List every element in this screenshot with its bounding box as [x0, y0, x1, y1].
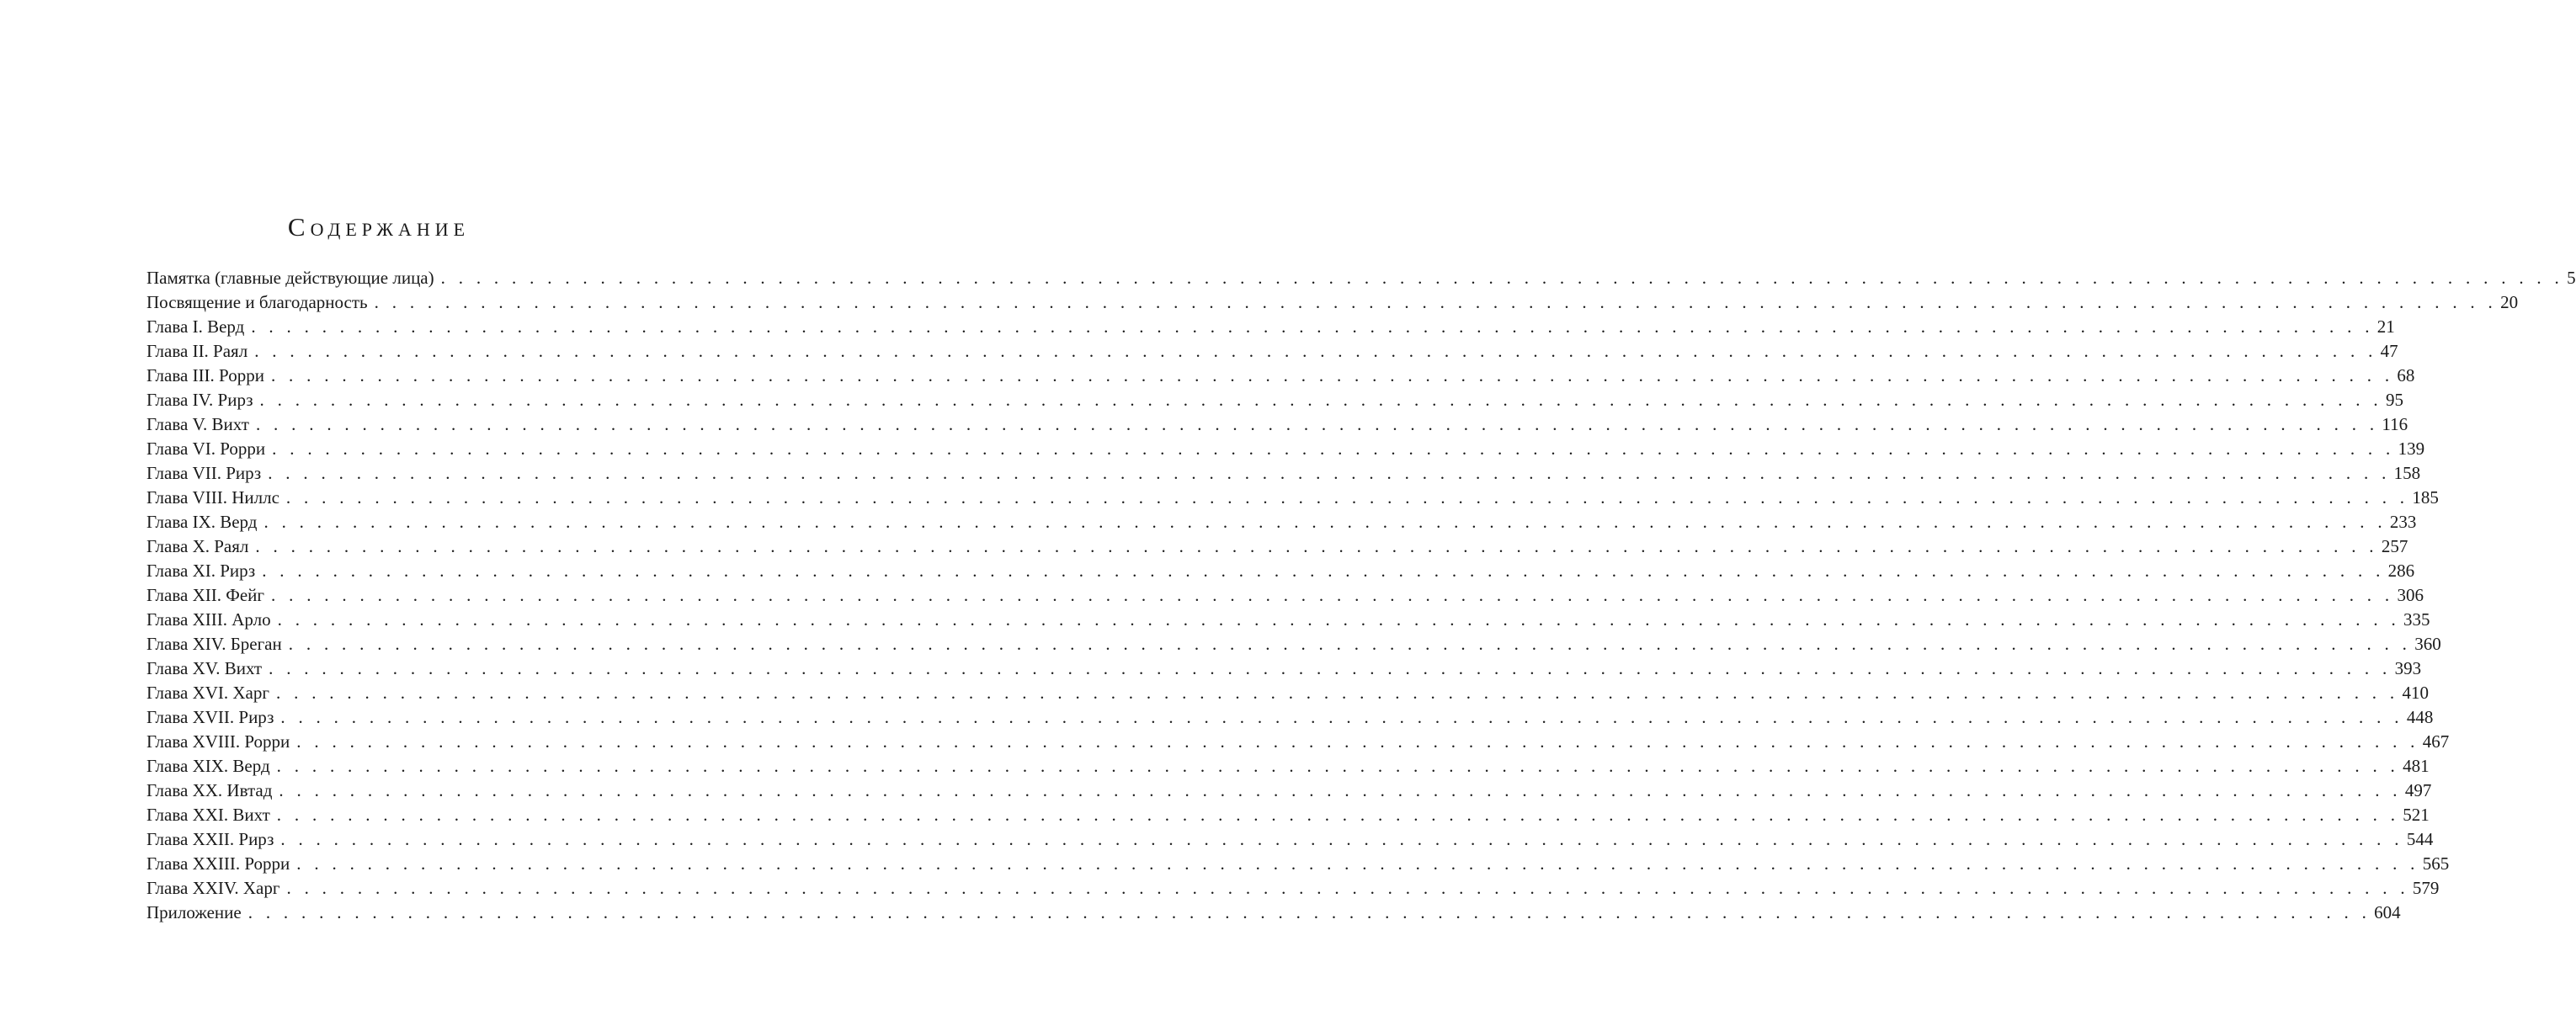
toc-entry-page-number: 286: [2387, 561, 2415, 581]
toc-list: [146, 266, 2576, 925]
toc-entry: [146, 656, 2422, 681]
toc-entry-page-number: 158: [2393, 463, 2421, 483]
dot-leader: . . . . . . . . . . . . . . . . . . . . . . . . . . . . . . . . . . . . . . . . . . . . . . . . . . . . . . . . . . . . . . . . . . . . . . . . . . . . . . . . . . . . . . . . . . . . . . . . . . . . . . . . . . . . . . . . . . . . . . . .: [247, 902, 2371, 922]
toc-entry-label: Приложение: [146, 902, 242, 922]
dot-leader: . . . . . . . . . . . . . . . . . . . . . . . . . . . . . . . . . . . . . . . . . . . . . . . . . . . . . . . . . . . . . . . . . . . . . . . . . . . . . . . . . . . . . . . . . . . . . . . . . . . . . . . . . . . . . . . . . . . . . . . .: [296, 853, 2419, 874]
toc-entry: [146, 681, 2429, 705]
toc-entry: [146, 608, 2430, 632]
toc-entry: [146, 534, 2408, 559]
dot-leader: . . . . . . . . . . . . . . . . . . . . . . . . . . . . . . . . . . . . . . . . . . . . . . . . . . . . . . . . . . . . . . . . . . . . . . . . . . . . . . . . . . . . . . . . . . . . . . . . . . . . . . . . . . . . . . . . . . . . . . . .: [280, 829, 2403, 849]
toc-entry-label: Глава XVIII. Рорри: [146, 731, 290, 752]
toc-entry: [146, 559, 2415, 583]
toc-entry-page-number: 185: [2412, 487, 2439, 508]
toc-title: Содержание: [287, 212, 471, 242]
toc-entry-label: Глава XVI. Харг: [146, 683, 269, 703]
toc-entry: [146, 803, 2430, 827]
toc-entry-page-number: 20: [2500, 292, 2519, 312]
toc-entry-page-number: 116: [2382, 414, 2408, 434]
dot-leader: . . . . . . . . . . . . . . . . . . . . . . . . . . . . . . . . . . . . . . . . . . . . . . . . . . . . . . . . . . . . . . . . . . . . . . . . . . . . . . . . . . . . . . . . . . . . . . . . . . . . . . . . . . . . . . . . . . . . . . . .: [288, 634, 2412, 654]
dot-leader: . . . . . . . . . . . . . . . . . . . . . . . . . . . . . . . . . . . . . . . . . . . . . . . . . . . . . . . . . . . . . . . . . . . . . . . . . . . . . . . . . . . . . . . . . . . . . . . . . . . . . . . . . . . . . . . . . . . . . . . .: [277, 609, 2401, 630]
toc-entry-label: Глава XI. Рирз: [146, 561, 256, 581]
toc-entry-label: Глава I. Верд: [146, 316, 245, 337]
toc-entry-page-number: 393: [2394, 658, 2422, 678]
toc-entry-page-number: 448: [2406, 707, 2434, 727]
toc-entry: [146, 730, 2450, 754]
toc-entry-label: Глава III. Рорри: [146, 365, 264, 385]
toc-entry: [146, 339, 2398, 364]
dot-leader: . . . . . . . . . . . . . . . . . . . . . . . . . . . . . . . . . . . . . . . . . . . . . . . . . . . . . . . . . . . . . . . . . . . . . . . . . . . . . . . . . . . . . . . . . . . . . . . . . . . . . . . . . . . . . . . . . . . . . . . .: [259, 390, 2382, 410]
toc-entry-label: Глава XXIV. Харг: [146, 878, 280, 898]
toc-entry-label: Глава XIX. Верд: [146, 756, 270, 776]
toc-entry: [146, 852, 2450, 876]
toc-entry-page-number: 139: [2398, 439, 2425, 459]
dot-leader: . . . . . . . . . . . . . . . . . . . . . . . . . . . . . . . . . . . . . . . . . . . . . . . . . . . . . . . . . . . . . . . . . . . . . . . . . . . . . . . . . . . . . . . . . . . . . . . . . . . . . . . . . . . . . . . . . . . . . . . .: [280, 707, 2403, 727]
toc-entry-page-number: 233: [2389, 512, 2417, 532]
toc-entry-label: Глава XXII. Рирз: [146, 829, 274, 849]
toc-entry-label: Глава XXIII. Рорри: [146, 853, 290, 874]
dot-leader: . . . . . . . . . . . . . . . . . . . . . . . . . . . . . . . . . . . . . . . . . . . . . . . . . . . . . . . . . . . . . . . . . . . . . . . . . . . . . . . . . . . . . . . . . . . . . . . . . . . . . . . . . . . . . . . . . . . . . . . .: [276, 756, 2400, 776]
toc-entry: [146, 266, 2576, 290]
toc-entry-page-number: 257: [2381, 536, 2408, 556]
toc-entry-page-number: 481: [2403, 756, 2430, 776]
toc-entry-page-number: 497: [2404, 780, 2432, 800]
toc-entry-page-number: 306: [2397, 585, 2424, 605]
toc-entry: [146, 876, 2440, 901]
toc-entry: [146, 827, 2434, 852]
dot-leader: . . . . . . . . . . . . . . . . . . . . . . . . . . . . . . . . . . . . . . . . . . . . . . . . . . . . . . . . . . . . . . . . . . . . . . . . . . . . . . . . . . . . . . . . . . . . . . . . . . . . . . . . . . . . . . . . . . . . . . . .: [269, 658, 2392, 678]
dot-leader: . . . . . . . . . . . . . . . . . . . . . . . . . . . . . . . . . . . . . . . . . . . . . . . . . . . . . . . . . . . . . . . . . . . . . . . . . . . . . . . . . . . . . . . . . . . . . . . . . . . . . . . . . . . . . . . . . . . . . . . .: [285, 487, 2409, 508]
toc-entry-label: Глава VII. Рирз: [146, 463, 262, 483]
dot-leader: . . . . . . . . . . . . . . . . . . . . . . . . . . . . . . . . . . . . . . . . . . . . . . . . . . . . . . . . . . . . . . . . . . . . . . . . . . . . . . . . . . . . . . . . . . . . . . . . . . . . . . . . . . . . . . . . . . . . . . . .: [270, 365, 2394, 385]
toc-entry-page-number: 579: [2412, 878, 2440, 898]
dot-leader: . . . . . . . . . . . . . . . . . . . . . . . . . . . . . . . . . . . . . . . . . . . . . . . . . . . . . . . . . . . . . . . . . . . . . . . . . . . . . . . . . . . . . . . . . . . . . . . . . . . . . . . . . . . . . . . . . . . . . . . .: [374, 292, 2498, 312]
dot-leader: . . . . . . . . . . . . . . . . . . . . . . . . . . . . . . . . . . . . . . . . . . . . . . . . . . . . . . . . . . . . . . . . . . . . . . . . . . . . . . . . . . . . . . . . . . . . . . . . . . . . . . . . . . . . . . . . . . . . . . . .: [255, 536, 2378, 556]
toc-entry-label: Глава XX. Ивтад: [146, 780, 273, 800]
dot-leader: . . . . . . . . . . . . . . . . . . . . . . . . . . . . . . . . . . . . . . . . . . . . . . . . . . . . . . . . . . . . . . . . . . . . . . . . . . . . . . . . . . . . . . . . . . . . . . . . . . . . . . . . . . . . . . . . . . . . . . . .: [255, 414, 2379, 434]
toc-entry-label: Посвящение и благодарность: [146, 292, 368, 312]
toc-entry-page-number: 544: [2406, 829, 2434, 849]
toc-entry-page-number: 5: [2567, 268, 2576, 288]
dot-leader: . . . . . . . . . . . . . . . . . . . . . . . . . . . . . . . . . . . . . . . . . . . . . . . . . . . . . . . . . . . . . . . . . . . . . . . . . . . . . . . . . . . . . . . . . . . . . . . . . . . . . . . . . . . . . . . . . . . . . . . .: [262, 561, 2385, 581]
dot-leader: . . . . . . . . . . . . . . . . . . . . . . . . . . . . . . . . . . . . . . . . . . . . . . . . . . . . . . . . . . . . . . . . . . . . . . . . . . . . . . . . . . . . . . . . . . . . . . . . . . . . . . . . . . . . . . . . . . . . . . . .: [296, 731, 2419, 752]
toc-entry-label: Глава IV. Рирз: [146, 390, 253, 410]
toc-entry: [146, 632, 2441, 656]
toc-entry: [146, 364, 2415, 388]
toc-entry: [146, 510, 2417, 534]
toc-entry-page-number: 410: [2402, 683, 2429, 703]
dot-leader: . . . . . . . . . . . . . . . . . . . . . . . . . . . . . . . . . . . . . . . . . . . . . . . . . . . . . . . . . . . . . . . . . . . . . . . . . . . . . . . . . . . . . . . . . . . . . . . . . . . . . . . . . . . . . . . . . . . . . . . .: [263, 512, 2387, 532]
toc-entry: [146, 412, 2408, 437]
toc-entry: [146, 290, 2519, 315]
toc-entry-label: Глава XVII. Рирз: [146, 707, 274, 727]
dot-leader: . . . . . . . . . . . . . . . . . . . . . . . . . . . . . . . . . . . . . . . . . . . . . . . . . . . . . . . . . . . . . . . . . . . . . . . . . . . . . . . . . . . . . . . . . . . . . . . . . . . . . . . . . . . . . . . . . . . . . . . .: [254, 341, 2377, 361]
toc-entry: [146, 315, 2395, 339]
dot-leader: . . . . . . . . . . . . . . . . . . . . . . . . . . . . . . . . . . . . . . . . . . . . . . . . . . . . . . . . . . . . . . . . . . . . . . . . . . . . . . . . . . . . . . . . . . . . . . . . . . . . . . . . . . . . . . . . . . . . . . . .: [440, 268, 2564, 288]
dot-leader: . . . . . . . . . . . . . . . . . . . . . . . . . . . . . . . . . . . . . . . . . . . . . . . . . . . . . . . . . . . . . . . . . . . . . . . . . . . . . . . . . . . . . . . . . . . . . . . . . . . . . . . . . . . . . . . . . . . . . . . .: [279, 780, 2402, 800]
toc-entry-page-number: 21: [2376, 316, 2395, 337]
dot-leader: . . . . . . . . . . . . . . . . . . . . . . . . . . . . . . . . . . . . . . . . . . . . . . . . . . . . . . . . . . . . . . . . . . . . . . . . . . . . . . . . . . . . . . . . . . . . . . . . . . . . . . . . . . . . . . . . . . . . . . . .: [271, 585, 2394, 605]
toc-entry-label: Глава VIII. Ниллс: [146, 487, 279, 508]
toc-entry: [146, 437, 2425, 461]
dot-leader: . . . . . . . . . . . . . . . . . . . . . . . . . . . . . . . . . . . . . . . . . . . . . . . . . . . . . . . . . . . . . . . . . . . . . . . . . . . . . . . . . . . . . . . . . . . . . . . . . . . . . . . . . . . . . . . . . . . . . . . .: [276, 805, 2400, 825]
toc-entry-page-number: 604: [2374, 902, 2401, 922]
toc-entry-label: Глава V. Вихт: [146, 414, 249, 434]
toc-entry-page-number: 68: [2397, 365, 2415, 385]
toc-entry: [146, 583, 2424, 608]
toc-entry-label: Памятка (главные действующие лица): [146, 268, 434, 288]
toc-entry-label: Глава XIII. Арло: [146, 609, 271, 630]
toc-entry-label: Глава XV. Вихт: [146, 658, 263, 678]
toc-entry-page-number: 95: [2385, 390, 2403, 410]
toc-entry-page-number: 467: [2422, 731, 2450, 752]
dot-leader: . . . . . . . . . . . . . . . . . . . . . . . . . . . . . . . . . . . . . . . . . . . . . . . . . . . . . . . . . . . . . . . . . . . . . . . . . . . . . . . . . . . . . . . . . . . . . . . . . . . . . . . . . . . . . . . . . . . . . . . .: [251, 316, 2374, 337]
toc-entry-page-number: 565: [2422, 853, 2450, 874]
toc-entry-page-number: 335: [2403, 609, 2430, 630]
toc-entry-label: Глава IX. Верд: [146, 512, 258, 532]
dot-leader: . . . . . . . . . . . . . . . . . . . . . . . . . . . . . . . . . . . . . . . . . . . . . . . . . . . . . . . . . . . . . . . . . . . . . . . . . . . . . . . . . . . . . . . . . . . . . . . . . . . . . . . . . . . . . . . . . . . . . . . .: [276, 683, 2399, 703]
dot-leader: . . . . . . . . . . . . . . . . . . . . . . . . . . . . . . . . . . . . . . . . . . . . . . . . . . . . . . . . . . . . . . . . . . . . . . . . . . . . . . . . . . . . . . . . . . . . . . . . . . . . . . . . . . . . . . . . . . . . . . . .: [268, 463, 2391, 483]
toc-entry: [146, 388, 2403, 412]
toc-entry-label: Глава XII. Фейг: [146, 585, 264, 605]
toc-entry-page-number: 360: [2414, 634, 2441, 654]
toc-entry-label: Глава VI. Рорри: [146, 439, 266, 459]
toc-entry: [146, 754, 2430, 779]
dot-leader: . . . . . . . . . . . . . . . . . . . . . . . . . . . . . . . . . . . . . . . . . . . . . . . . . . . . . . . . . . . . . . . . . . . . . . . . . . . . . . . . . . . . . . . . . . . . . . . . . . . . . . . . . . . . . . . . . . . . . . . .: [286, 878, 2409, 898]
toc-entry-page-number: 47: [2380, 341, 2398, 361]
toc-entry-label: Глава X. Раял: [146, 536, 249, 556]
toc-entry: [146, 901, 2401, 925]
toc-entry: [146, 461, 2421, 486]
toc-entry: [146, 486, 2439, 510]
toc-entry-page-number: 521: [2403, 805, 2430, 825]
dot-leader: . . . . . . . . . . . . . . . . . . . . . . . . . . . . . . . . . . . . . . . . . . . . . . . . . . . . . . . . . . . . . . . . . . . . . . . . . . . . . . . . . . . . . . . . . . . . . . . . . . . . . . . . . . . . . . . . . . . . . . . .: [272, 439, 2395, 459]
toc-entry: [146, 779, 2432, 803]
toc-entry: [146, 705, 2434, 730]
toc-entry-label: Глава XIV. Бреган: [146, 634, 282, 654]
toc-entry-label: Глава XXI. Вихт: [146, 805, 270, 825]
toc-entry-label: Глава II. Раял: [146, 341, 248, 361]
